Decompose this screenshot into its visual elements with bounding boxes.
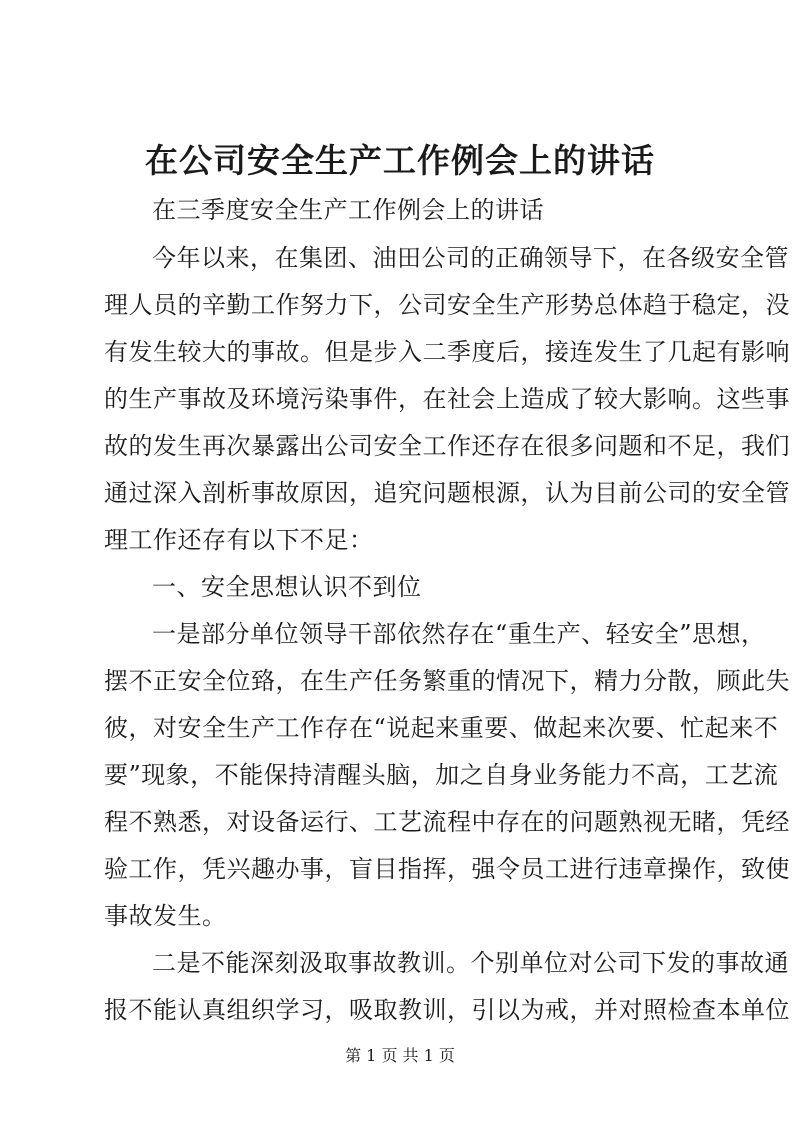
paragraph-line: 今年以来，在集团、油田公司的正确领导下，在各级安全管 — [152, 244, 789, 272]
paragraph-line: 一是部分单位领导干部依然存在“重生产、轻安全”思想， — [152, 620, 766, 648]
paragraph-line: 摆不正安全位臵，在生产任务繁重的情况下，精力分散，顾此失 — [104, 667, 790, 695]
paragraph-line: 程不熟悉，对设备运行、工艺流程中存在的问题熟视无睹，凭经 — [104, 808, 790, 836]
paragraph-line: 验工作，凭兴趣办事，盲目指挥，强令员工进行违章操作，致使 — [104, 855, 790, 883]
document-title: 在公司安全生产工作例会上的讲话 — [145, 141, 655, 180]
paragraph-line: 二是不能深刻汲取事故教训。个别单位对公司下发的事故通 — [152, 949, 789, 977]
paragraph-line: 要”现象，不能保持清醒头脑，加之自身业务能力不高，工艺流 — [104, 761, 779, 789]
paragraph-line: 通过深入剖析事故原因，追究问题根源，认为目前公司的安全管 — [104, 479, 790, 507]
paragraph-line: 彼，对安全生产工作存在“说起来重要、做起来次要、忙起来不 — [104, 714, 779, 742]
paragraph-line: 有发生较大的事故。但是步入二季度后，接连发生了几起有影响 — [104, 338, 790, 366]
paragraph-line: 报不能认真组织学习，吸取教训，引以为戒，并对照检查本单位 — [104, 996, 790, 1024]
paragraph-line: 理工作还存有以下不足： — [104, 526, 374, 554]
paragraph-line: 故的发生再次暴露出公司安全工作还存在很多问题和不足，我们 — [104, 432, 790, 460]
paragraph-line: 的生产事故及环境污染事件，在社会上造成了较大影响。这些事 — [104, 385, 790, 413]
paragraph-line: 理人员的辛勤工作努力下，公司安全生产形势总体趋于稳定，没 — [104, 291, 790, 319]
subtitle-line: 在三季度安全生产工作例会上的讲话 — [152, 196, 544, 224]
page-number-footer: 第 1 页 共 1 页 — [345, 1046, 455, 1065]
section-heading: 一、安全思想认识不到位 — [152, 573, 422, 601]
paragraph-line: 事故发生。 — [104, 902, 227, 930]
